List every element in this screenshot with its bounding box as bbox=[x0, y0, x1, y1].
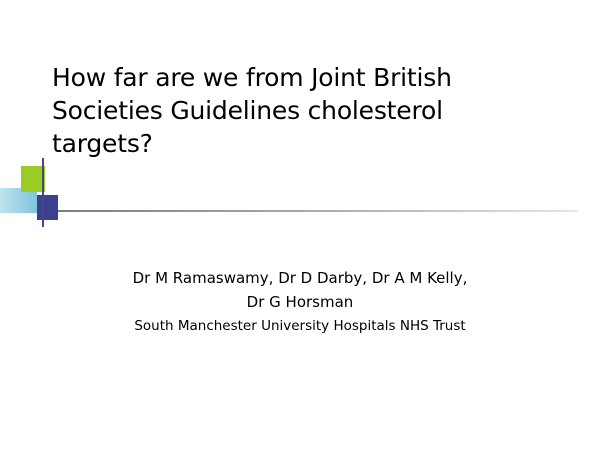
slide-subtitle bbox=[90, 266, 510, 338]
slide-title-line-3: targets? bbox=[52, 128, 153, 158]
slide-title bbox=[52, 61, 572, 160]
decorative-vertical-rule bbox=[42, 158, 44, 227]
slide-title-line-2: Societies Guidelines cholesterol bbox=[52, 95, 443, 125]
decorative-horizontal-rule bbox=[58, 210, 578, 212]
decorative-square-navy bbox=[37, 195, 58, 220]
slide-title-line-1: How far are we from Joint British bbox=[52, 62, 452, 92]
authors-line-2: Dr G Horsman bbox=[246, 293, 354, 311]
authors-line-1: Dr M Ramaswamy, Dr D Darby, Dr A M Kelly, bbox=[132, 269, 468, 287]
affiliation: South Manchester University Hospitals NHS Trust bbox=[134, 318, 466, 334]
